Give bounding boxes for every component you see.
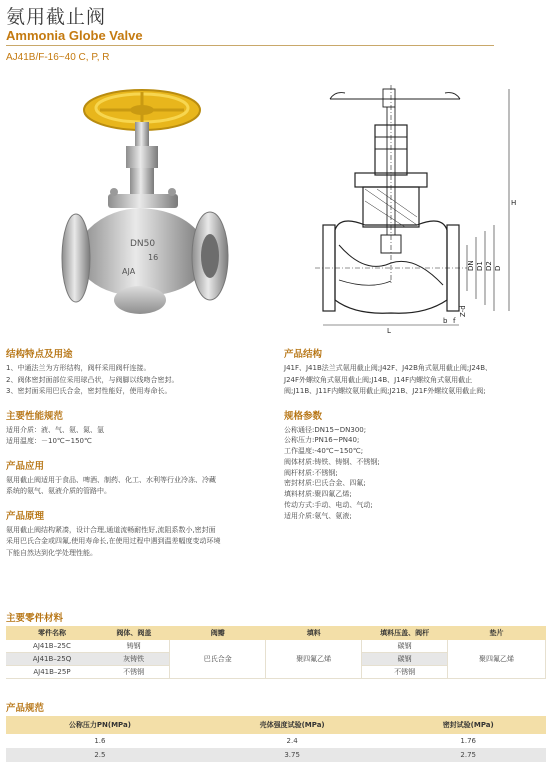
column-header: 壳体强度试验(MPa)	[194, 716, 391, 734]
table-cell: AJ41B–25P	[6, 666, 98, 679]
table-cell: 聚四氟乙烯	[448, 640, 546, 679]
text-line: 1、中通法兰为方形结构，阀杆采用阀杆连接。	[6, 364, 151, 372]
table-cell: 碳钢	[362, 653, 448, 666]
table-cell: 灰铸铁	[98, 653, 170, 666]
table-cell: 1.6	[94, 737, 106, 745]
dim-label: D	[494, 265, 502, 271]
text-line: 阀体材质:铸铁、铸钢、不锈钢;	[284, 457, 380, 466]
dim-label: Z-d	[459, 305, 467, 317]
table-cell: 聚四氟乙烯	[266, 640, 362, 679]
dim-label: H	[511, 199, 517, 207]
text-line: 传动方式:手动、电动、气动;	[284, 501, 373, 510]
specs-heading: 规格参数	[284, 410, 323, 422]
parts-table	[6, 626, 546, 679]
performance-text	[6, 425, 274, 448]
table-cell: 巴氏合金	[170, 640, 266, 679]
application-text	[6, 475, 274, 498]
text-line: 公称通径:DN15~DN300;	[284, 425, 367, 434]
table-cell: 碳钢	[362, 640, 448, 653]
column-header: 零件名称	[6, 626, 98, 640]
structure-heading: 产品结构	[284, 349, 323, 360]
valve-section-drawing	[315, 85, 530, 335]
dim-label: D1	[476, 261, 484, 271]
features-heading: 结构特点及用途	[6, 349, 73, 360]
text-line: 阀杆材质:不锈钢;	[284, 468, 338, 477]
table-cell: 3.75	[194, 748, 391, 762]
text-line: 填料材质:聚四氟乙烯;	[284, 490, 352, 499]
table-cell: 1.76	[460, 737, 476, 745]
dim-label: L	[387, 327, 391, 335]
text-line: 采用巴氏合金或四氟,使用寿命长,在使用过程中遇到温差幅度变动环境	[6, 537, 221, 545]
column-header: 垫片	[448, 626, 546, 640]
text-line: 适用介质:氨气、氨液;	[284, 511, 352, 520]
column-header: 密封试验(MPa)	[390, 716, 546, 734]
text-line: 氨用截止阀结构紧凑，设计合理,通道流畅耐性好,流阻系数小,密封面	[6, 525, 216, 534]
text-line: 系统的氨气、氨液介质的管路中。	[6, 487, 111, 495]
table-row	[6, 640, 546, 653]
column-header: 填料	[266, 626, 362, 640]
column-header: 填料压盖、阀杆	[362, 626, 448, 640]
body-mark-brand: AJA	[122, 267, 136, 276]
text-line: 密封材质:巴氏合金、四氟;	[284, 479, 366, 488]
table-header-row	[6, 626, 546, 640]
spec-heading: 产品规范	[6, 703, 45, 714]
text-line: 3、密封面采用巴氏合金，密封性能好，使用寿命长。	[6, 387, 172, 395]
table-cell: 铸钢	[98, 640, 170, 653]
table-cell: 2.4	[286, 737, 298, 745]
text-line: 氨用截止阀适用于食品、啤酒、制药、化工、水利等行业冷冻、冷藏	[6, 475, 216, 484]
text-line: 阀;J11B、J11F内螺纹氨用截止阀;J21B、J21F外螺纹氨用截止阀;	[284, 387, 486, 395]
principle-heading: 产品原理	[6, 510, 45, 522]
text-line: J41F、J41B法兰式氨用截止阀;J42F、J42B角式氨用截止阀;J24B、	[284, 364, 493, 372]
text-line: 工作温度:-40℃~150℃;	[284, 447, 364, 456]
table-cell: 2.5	[6, 748, 194, 762]
table-cell: 不锈钢	[362, 666, 448, 679]
parts-heading: 主要零件材料	[6, 613, 64, 624]
left-column	[6, 346, 274, 559]
page-title-english: Ammonia Globe Valve	[6, 28, 143, 43]
table-row	[6, 748, 546, 762]
dim-label: DN	[467, 260, 475, 271]
body-mark-pressure: 16	[148, 253, 159, 262]
valve-photo	[40, 70, 240, 330]
text-line: 下能自然达到化学处理性能。	[6, 548, 97, 557]
right-column	[284, 346, 546, 522]
spec-table	[6, 716, 546, 762]
specs-text	[284, 425, 546, 522]
structure-text	[284, 363, 546, 398]
page-title: 氨用截止阀	[6, 6, 107, 28]
dim-label: b	[443, 317, 448, 325]
model-number: AJ41B/F-16~40 C, P, R	[6, 52, 110, 63]
table-cell: 2.75	[390, 748, 546, 762]
column-header: 阀体、阀盖	[98, 626, 170, 640]
body-mark-size: DN50	[130, 239, 156, 249]
text-line: 适用温度：－10℃~150℃	[6, 437, 92, 445]
table-row	[6, 734, 546, 748]
table-cell: AJ41B–25Q	[6, 653, 98, 666]
application-heading: 产品应用	[6, 460, 45, 472]
table-header-row	[6, 716, 546, 734]
table-cell: 不锈钢	[98, 666, 170, 679]
text-line: J24F外螺纹角式氨用截止阀;J14B、J14F内螺纹角式氨用截止	[284, 375, 473, 384]
performance-heading: 主要性能规范	[6, 410, 64, 422]
column-header: 公称压力PN(MPa)	[6, 716, 194, 734]
principle-text	[6, 525, 274, 560]
text-line: 适用介质：液、气、氨、氮、氩	[6, 425, 104, 434]
dim-label: D2	[485, 261, 493, 271]
features-text	[6, 363, 274, 398]
text-line: 公称压力:PN16~PN40;	[284, 436, 360, 445]
dim-label: f	[453, 317, 456, 325]
table-cell: AJ41B–25C	[6, 640, 98, 653]
text-line: 2、阀体密封面部位采用球凸状，与阀脚以线吻合密封。	[6, 375, 179, 384]
column-header: 阀瓣	[170, 626, 266, 640]
title-divider	[6, 45, 494, 46]
